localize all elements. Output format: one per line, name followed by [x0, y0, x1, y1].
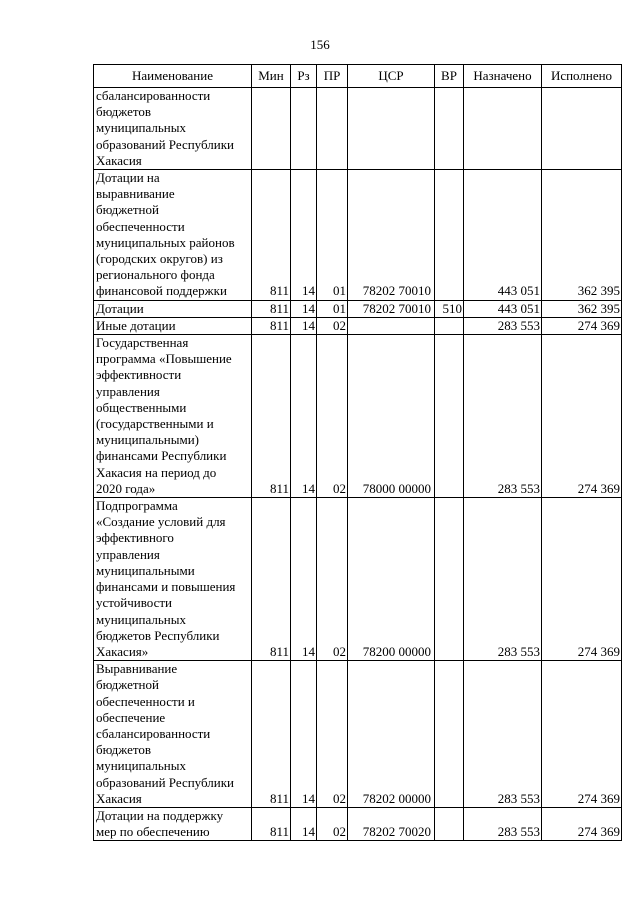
row-pr: 02: [317, 661, 348, 808]
row-min: 811: [252, 661, 291, 808]
header-vr: ВР: [435, 65, 464, 88]
row-name: Дотации: [94, 300, 252, 317]
table-row: [94, 661, 622, 808]
row-rz: 14: [291, 661, 317, 808]
row-csr: [348, 88, 435, 170]
row-executed: 274 369: [542, 661, 622, 808]
row-min: 811: [252, 498, 291, 661]
row-min: 811: [252, 807, 291, 840]
row-vr: [435, 170, 464, 301]
row-executed: 362 395: [542, 170, 622, 301]
row-rz: [291, 88, 317, 170]
row-assigned: 283 553: [464, 661, 542, 808]
table-row: [94, 498, 622, 661]
row-min: [252, 88, 291, 170]
header-csr: ЦСР: [348, 65, 435, 88]
row-name: сбалансированности бюджетов муниципальных образований Республики Хакасия: [94, 88, 252, 170]
row-rz: 14: [291, 300, 317, 317]
row-pr: 02: [317, 807, 348, 840]
table-row: [94, 300, 622, 317]
row-executed: 274 369: [542, 807, 622, 840]
row-min: 811: [252, 170, 291, 301]
header-assigned: Назначено: [464, 65, 542, 88]
row-csr: 78202 70010: [348, 300, 435, 317]
row-executed: 274 369: [542, 335, 622, 498]
row-rz: 14: [291, 170, 317, 301]
row-csr: 78000 00000: [348, 335, 435, 498]
row-pr: 02: [317, 317, 348, 334]
table-row: [94, 335, 622, 498]
row-csr: 78202 70020: [348, 807, 435, 840]
table-row: [94, 88, 622, 170]
row-vr: [435, 88, 464, 170]
row-assigned: 443 051: [464, 300, 542, 317]
row-csr: 78202 00000: [348, 661, 435, 808]
row-pr: [317, 88, 348, 170]
row-assigned: 443 051: [464, 170, 542, 301]
row-min: 811: [252, 335, 291, 498]
row-executed: 362 395: [542, 300, 622, 317]
budget-table: [93, 64, 622, 841]
row-executed: [542, 88, 622, 170]
row-vr: [435, 661, 464, 808]
row-vr: 510: [435, 300, 464, 317]
header-executed: Исполнено: [542, 65, 622, 88]
row-rz: 14: [291, 317, 317, 334]
row-name: Дотации на выравнивание бюджетной обеспеченности муниципальных районов (городских округов) из регионального фонда финансовой поддержки: [94, 170, 252, 301]
row-csr: [348, 317, 435, 334]
row-min: 811: [252, 300, 291, 317]
row-vr: [435, 317, 464, 334]
table-row: [94, 317, 622, 334]
row-pr: 02: [317, 498, 348, 661]
header-min: Мин: [252, 65, 291, 88]
row-assigned: 283 553: [464, 317, 542, 334]
row-executed: 274 369: [542, 317, 622, 334]
row-name: Иные дотации: [94, 317, 252, 334]
row-vr: [435, 807, 464, 840]
row-vr: [435, 335, 464, 498]
row-name: Государственная программа «Повышение эффективности управления общественными (государственными и муниципальными) финансами Республики Хакасия на период до 2020 года»: [94, 335, 252, 498]
row-executed: 274 369: [542, 498, 622, 661]
header-name: Наименование: [94, 65, 252, 88]
table-row: [94, 807, 622, 840]
row-min: 811: [252, 317, 291, 334]
row-assigned: 283 553: [464, 335, 542, 498]
row-pr: 01: [317, 170, 348, 301]
row-pr: 02: [317, 335, 348, 498]
row-name: Дотации на поддержку мер по обеспечению: [94, 807, 252, 840]
page-number: 156: [310, 37, 330, 52]
row-assigned: [464, 88, 542, 170]
table-header-row: [94, 65, 622, 88]
row-name: Выравнивание бюджетной обеспеченности и обеспечение сбалансированности бюджетов муниципальных образований Республики Хакасия: [94, 661, 252, 808]
row-rz: 14: [291, 335, 317, 498]
header-rz: Рз: [291, 65, 317, 88]
row-csr: 78202 70010: [348, 170, 435, 301]
row-name: Подпрограмма «Создание условий для эффективного управления муниципальными финансами и повышения устойчивости муниципальных бюджетов Республики Хакасия»: [94, 498, 252, 661]
row-rz: 14: [291, 807, 317, 840]
header-pr: ПР: [317, 65, 348, 88]
row-vr: [435, 498, 464, 661]
row-pr: 01: [317, 300, 348, 317]
table-row: [94, 170, 622, 301]
row-assigned: 283 553: [464, 498, 542, 661]
row-csr: 78200 00000: [348, 498, 435, 661]
row-assigned: 283 553: [464, 807, 542, 840]
row-rz: 14: [291, 498, 317, 661]
